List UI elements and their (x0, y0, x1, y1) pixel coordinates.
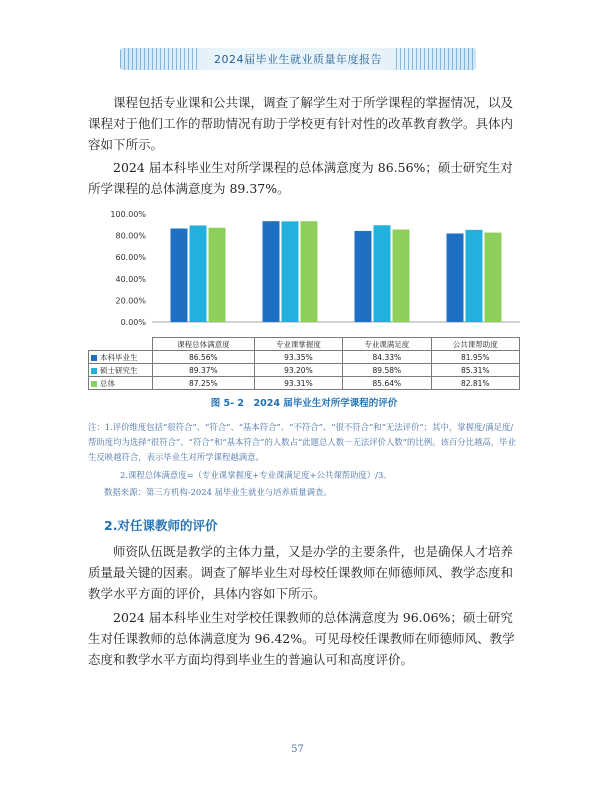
table-row (89, 377, 520, 390)
legend-swatch (91, 368, 97, 374)
data-label: 86.56% (153, 351, 255, 364)
bar-1-3 (355, 231, 372, 322)
data-label: 87.25% (153, 377, 255, 390)
header-banner (120, 48, 476, 70)
header-title: 2024届毕业生就业质量年度报告 (214, 53, 382, 66)
x-category-label: 公共课帮助度 (431, 338, 519, 351)
bar-1-2 (263, 221, 280, 322)
bar-3-3 (393, 230, 410, 322)
data-label: 85.64% (343, 377, 431, 390)
data-label: 93.20% (254, 364, 342, 377)
bar-1-4 (447, 233, 464, 322)
bar-3-2 (301, 221, 318, 322)
y-tick-label: 40.00% (115, 274, 146, 284)
bar-2-2 (282, 221, 299, 322)
figure-caption: 图 5- 2 2024 届毕业生对所学课程的评价 (210, 398, 398, 409)
legend-entry (89, 364, 153, 377)
y-tick-label: 100.00% (110, 210, 146, 219)
x-category-label: 专业课掌握度 (254, 338, 342, 351)
data-label: 89.37% (153, 364, 255, 377)
legend-entry (89, 351, 153, 364)
y-tick-label: 60.00% (115, 253, 146, 263)
data-label: 84.33% (343, 351, 431, 364)
y-tick-label: 20.00% (115, 296, 146, 306)
data-label: 85.31% (431, 364, 519, 377)
chart-data-table (88, 337, 520, 390)
table-header-row (89, 338, 520, 351)
data-label: 89.58% (343, 364, 431, 377)
legend-label: 总体 (100, 378, 115, 388)
table-corner (89, 338, 153, 351)
legend-entry (89, 377, 153, 390)
paragraph-teacher-satisfaction: 2024 届本科毕业生对学校任课教师的总体满意度为 96.06%；硕士研究生对任课教师的总体满意度为 96.42%。可见母校任课教师在师德师风、教学态度和教学水平方面均得到毕业生的普遍认可和高度评价。 (88, 610, 515, 667)
course-evaluation-chart (88, 204, 520, 388)
paragraph-course-intro: 课程包括专业课和公共课，调查了解学生对于所学课程的掌握情况，以及课程对于他们工作的帮助情况有助于学校更有针对性的改革教育教学。具体内容如下所示。 (88, 95, 514, 152)
paragraph-teacher-intro: 师资队伍既是教学的主体力量，又是办学的主要条件，也是确保人才培养质量最关键的因素。调查了解毕业生对母校任课教师在师德师风、教学态度和教学水平方面的评价，具体内容如下所示。 (88, 544, 514, 601)
bar-1-1 (171, 229, 188, 322)
legend-swatch (91, 355, 97, 361)
note-data-source: 数据来源：第三方机构-2024 届毕业生就业与培养质量调查。 (104, 487, 332, 497)
data-label: 93.35% (254, 351, 342, 364)
section-heading: 2.对任课教师的评价 (104, 518, 218, 533)
table-row (89, 351, 520, 364)
table-row (89, 364, 520, 377)
legend-label: 本科毕业生 (100, 352, 138, 362)
legend-label: 硕士研究生 (100, 365, 138, 375)
bar-2-4 (466, 230, 483, 322)
x-category-label: 专业课满足度 (343, 338, 431, 351)
page-number: 57 (291, 744, 304, 755)
bar-3-1 (209, 228, 226, 322)
y-tick-label: 0.00% (120, 318, 146, 327)
bar-2-1 (190, 225, 207, 322)
chart-svg (88, 204, 520, 338)
data-label: 93.31% (254, 377, 342, 390)
note-definition: 注：1.评价维度包括“很符合”、“符合”、“基本符合”、“不符合”、“很不符合”和“无法评价”；其中，掌握度/满足度/帮助度均为选择“很符合”、“符合”和“基本符合”的人数占“此题总人数－无法评价人数”的比例。该百分比越高，毕业生反映越符合，表示毕业生对所学课程越满意。 (88, 422, 516, 462)
bar-3-4 (485, 233, 502, 322)
note-formula: 2.课程总体满意度=（专业课掌握度+专业课满足度+公共课帮助度）/3。 (120, 470, 392, 480)
data-label: 81.95% (431, 351, 519, 364)
y-tick-label: 80.00% (115, 231, 146, 241)
data-label: 82.81% (431, 377, 519, 390)
x-category-label: 课程总体满意度 (153, 338, 255, 351)
paragraph-course-satisfaction: 2024 届本科毕业生对所学课程的总体满意度为 86.56%；硕士研究生对所学课程的总体满意度为 89.37%。 (88, 160, 513, 196)
legend-swatch (91, 381, 97, 387)
bar-2-3 (374, 225, 391, 322)
